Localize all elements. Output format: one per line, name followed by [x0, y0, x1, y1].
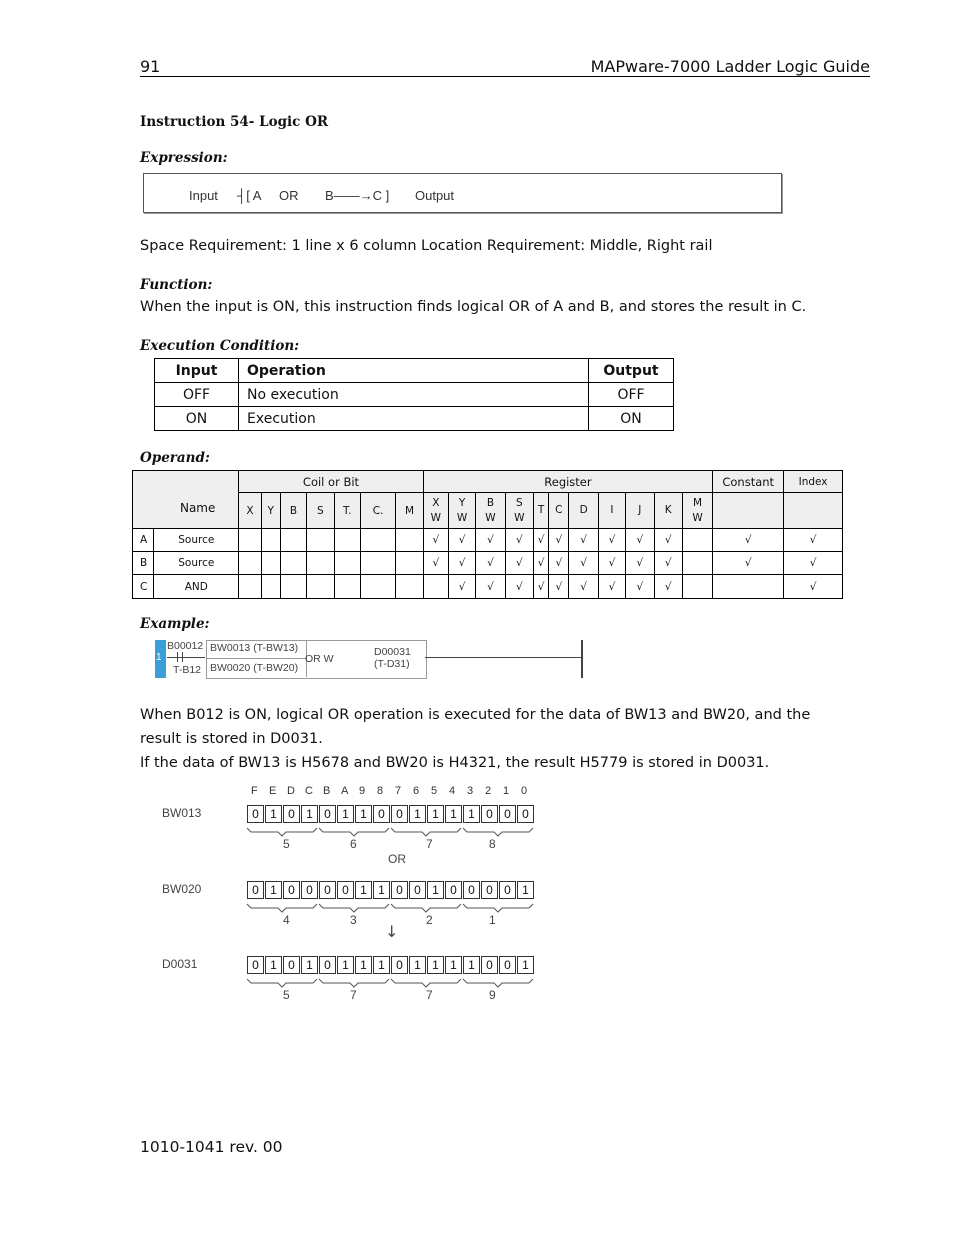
bit-cell: 1	[355, 956, 372, 974]
operand-label: Operand:	[140, 450, 210, 466]
bit-position-label: 3	[467, 785, 474, 797]
bit-position-label: 0	[521, 785, 528, 797]
explanation-line-2: result is stored in D0031.	[140, 731, 323, 747]
bit-position-label: 5	[431, 785, 438, 797]
expression-input: Input	[189, 188, 218, 203]
bit-cell: 1	[445, 956, 462, 974]
document-title: MAPware-7000 Ladder Logic Guide	[590, 57, 870, 76]
expression-operator: OR	[279, 188, 299, 203]
bit-position-label: E	[269, 785, 277, 797]
constant-cell: √	[713, 552, 784, 575]
bit-cell: 0	[391, 805, 408, 823]
register-cell: √	[598, 552, 625, 575]
bit-cell: 0	[283, 956, 300, 974]
word-name: D0031	[162, 957, 198, 971]
bit-cell: 1	[337, 956, 354, 974]
bit-cell: 0	[373, 805, 390, 823]
exec-cell: Execution	[239, 407, 589, 431]
register-col-header-line1: Y	[458, 496, 466, 509]
index-cell: √	[784, 529, 843, 552]
register-cell: √	[534, 529, 549, 552]
register-col-header-line2: W	[692, 511, 703, 524]
exec-cell: ON	[589, 407, 674, 431]
bit-cell: 1	[445, 805, 462, 823]
bit-cell: 0	[445, 881, 462, 899]
register-cell: √	[448, 529, 475, 552]
bit-cell: 0	[319, 881, 336, 899]
exec-cell: OFF	[589, 383, 674, 407]
exec-cell: OFF	[155, 383, 239, 407]
exec-cell: No execution	[239, 383, 589, 407]
register-cell: √	[549, 575, 569, 599]
index-cell: √	[784, 552, 843, 575]
register-cell: √	[598, 575, 625, 599]
register-cell: √	[448, 552, 475, 575]
function-label: Function:	[140, 277, 213, 293]
group-register-header: Register	[423, 471, 713, 493]
bit-cell: 0	[319, 805, 336, 823]
nibble-hex-value: 1	[489, 913, 496, 927]
nibble-hex-value: 8	[489, 837, 496, 851]
bit-cell: 1	[427, 956, 444, 974]
bit-cell: 1	[265, 881, 282, 899]
bit-position-label: D	[287, 785, 295, 797]
exec-cell: ON	[155, 407, 239, 431]
bit-cell: 1	[517, 956, 534, 974]
register-col-header-line2: W	[456, 511, 468, 524]
register-cell: √	[569, 552, 598, 575]
bit-position-label: B	[323, 785, 331, 797]
nibble-brace	[245, 978, 545, 992]
index-cell: √	[784, 575, 843, 599]
bit-cell: 1	[265, 956, 282, 974]
expression-output: Output	[415, 188, 455, 203]
operand-row-name: AND	[154, 575, 239, 599]
operand-row-name: Source	[154, 529, 239, 552]
bit-position-label: 9	[359, 785, 366, 797]
nibble-hex-value: 4	[283, 913, 290, 927]
name-header-text: Name	[179, 500, 216, 515]
page-number: 91	[140, 57, 161, 76]
coil-col-header: T.	[334, 493, 360, 529]
bit-cell: 1	[409, 805, 426, 823]
source-operand-1: BW0013 (T-BW13)	[210, 642, 299, 654]
register-cell: √	[626, 552, 654, 575]
nibble-hex-value: 2	[426, 913, 433, 927]
nibble-hex-value: 9	[489, 988, 496, 1002]
bit-cell: 0	[499, 956, 516, 974]
bit-cell: 0	[517, 805, 534, 823]
space-requirement: Space Requirement: 1 line x 6 column	[140, 238, 417, 254]
nibble-hex-value: 7	[350, 988, 357, 1002]
bit-position-label: C	[305, 785, 313, 797]
register-col-header-line2: W	[514, 511, 525, 524]
bit-cell: 0	[409, 881, 426, 899]
operand-row-id: B	[133, 552, 154, 575]
bit-cell: 0	[499, 805, 516, 823]
register-cell: √	[476, 575, 505, 599]
register-col-header-line2: W	[430, 511, 441, 524]
bit-cell: 1	[301, 956, 318, 974]
execution-label: Execution Condition:	[140, 338, 300, 354]
bit-cell: 1	[427, 805, 444, 823]
bit-cell: 0	[481, 956, 498, 974]
register-cell: √	[476, 529, 505, 552]
register-cell: √	[654, 529, 682, 552]
contact-tag: T-B12	[173, 664, 202, 676]
register-col-header-line1: T	[537, 504, 545, 516]
bit-cell: 1	[355, 881, 372, 899]
register-col-header-line1: C	[555, 504, 563, 516]
or-operator-label: OR	[388, 852, 406, 866]
coil-col-header: X	[239, 493, 261, 529]
example-label: Example:	[140, 616, 210, 632]
bit-cell: 0	[337, 881, 354, 899]
bit-cell: 1	[463, 956, 480, 974]
expression-label: Expression:	[140, 150, 228, 166]
nibble-hex-value: 5	[283, 988, 290, 1002]
bit-position-label: 2	[485, 785, 492, 797]
register-col-header-line1: I	[610, 504, 614, 516]
group-coil-header: Coil or Bit	[239, 471, 423, 493]
bit-position-label: 6	[413, 785, 420, 797]
explanation-line-1: When B012 is ON, logical OR operation is executed for the data of BW13 and BW20, and the	[140, 707, 811, 723]
register-col-header-line2: W	[485, 511, 496, 524]
bit-cell: 0	[391, 956, 408, 974]
coil-col-header: B	[280, 493, 306, 529]
expression-operand-a: ┤[ A	[237, 188, 262, 203]
register-col-header-line1: K	[664, 504, 672, 516]
register-col-header-line1: M	[693, 496, 703, 509]
nibble-hex-value: 7	[426, 837, 433, 851]
footer-revision: 1010-1041 rev. 00	[140, 1138, 283, 1156]
operand-row-name: Source	[154, 552, 239, 575]
register-cell: √	[598, 529, 625, 552]
bit-position-label: 7	[395, 785, 402, 797]
register-cell: √	[448, 575, 475, 599]
bit-cell: 0	[319, 956, 336, 974]
bit-cell: 1	[409, 956, 426, 974]
bit-cell: 1	[373, 956, 390, 974]
bit-position-label: F	[251, 785, 258, 797]
register-cell: √	[423, 552, 448, 575]
constant-cell: √	[713, 529, 784, 552]
register-cell: √	[654, 552, 682, 575]
bit-position-label: A	[341, 785, 349, 797]
word-name: BW013	[162, 806, 202, 820]
register-cell: √	[505, 575, 533, 599]
bit-cell: 1	[517, 881, 534, 899]
register-col-header-line1: B	[486, 496, 495, 509]
register-cell: √	[423, 529, 448, 552]
bit-cell: 0	[481, 805, 498, 823]
bit-cell: 0	[247, 805, 264, 823]
bit-cell: 1	[355, 805, 372, 823]
bit-cell: 1	[463, 805, 480, 823]
nibble-hex-value: 6	[350, 837, 357, 851]
bit-cell: 1	[337, 805, 354, 823]
down-arrow-icon: ↓	[385, 922, 399, 941]
function-text: When the input is ON, this instruction finds logical OR of A and B, and stores the result in C.	[140, 299, 807, 315]
register-cell: √	[534, 552, 549, 575]
coil-col-header: S	[307, 493, 334, 529]
operand-row-id: C	[133, 575, 154, 599]
expression-operand-b-c: B——→C ]	[325, 188, 390, 203]
rung-number: 1	[156, 652, 162, 663]
register-cell: √	[549, 529, 569, 552]
word-name: BW020	[162, 882, 202, 896]
nibble-hex-value: 7	[426, 988, 433, 1002]
register-cell: √	[569, 529, 598, 552]
nibble-brace	[245, 827, 545, 841]
register-col-header-line1: D	[579, 504, 588, 516]
bit-cell: 0	[301, 881, 318, 899]
dest-tag: (T-D31)	[374, 658, 410, 670]
exec-header-operation: Operation	[239, 359, 589, 383]
bit-cell: 0	[283, 881, 300, 899]
coil-col-header: Y	[261, 493, 280, 529]
bit-cell: 1	[373, 881, 390, 899]
operand-row-id: A	[133, 529, 154, 552]
location-requirement: Location Requirement: Middle, Right rail	[421, 238, 713, 254]
register-cell: √	[654, 575, 682, 599]
exec-header-output: Output	[589, 359, 674, 383]
bit-cell: 1	[301, 805, 318, 823]
bit-cell: 0	[247, 881, 264, 899]
source-operand-2: BW0020 (T-BW20)	[210, 662, 299, 674]
instruction-title: Instruction 54- Logic OR	[140, 114, 329, 130]
register-cell: √	[626, 575, 654, 599]
bit-cell: 0	[283, 805, 300, 823]
register-col-header-line1: X	[432, 496, 440, 509]
bit-cell: 0	[481, 881, 498, 899]
bit-cell: 0	[499, 881, 516, 899]
operation-name: OR W	[305, 653, 334, 665]
nibble-hex-value: 3	[350, 913, 357, 927]
register-cell: √	[476, 552, 505, 575]
bit-cell: 1	[427, 881, 444, 899]
register-col-header-line1: S	[516, 496, 523, 509]
nibble-hex-value: 5	[283, 837, 290, 851]
register-cell: √	[505, 529, 533, 552]
bit-position-label: 4	[449, 785, 456, 797]
register-cell: √	[626, 529, 654, 552]
contact-address: B00012	[167, 640, 204, 652]
group-index-header: Index	[784, 471, 843, 493]
bit-cell: 1	[265, 805, 282, 823]
exec-header-input: Input	[155, 359, 239, 383]
bit-cell: 0	[391, 881, 408, 899]
bit-position-label: 8	[377, 785, 384, 797]
bit-position-label: 1	[503, 785, 510, 797]
register-cell: √	[505, 552, 533, 575]
explanation-line-3: If the data of BW13 is H5678 and BW20 is H4321, the result H5779 is stored in D0031.	[140, 755, 770, 771]
register-cell: √	[549, 552, 569, 575]
nibble-brace	[245, 903, 545, 917]
register-cell: √	[569, 575, 598, 599]
register-cell: √	[534, 575, 549, 599]
coil-col-header: C.	[360, 493, 395, 529]
bit-cell: 0	[247, 956, 264, 974]
coil-col-header: M	[396, 493, 423, 529]
bit-cell: 0	[463, 881, 480, 899]
dest-operand: D00031	[374, 646, 411, 658]
register-col-header-line1: J	[638, 504, 642, 516]
group-constant-header: Constant	[713, 471, 784, 493]
